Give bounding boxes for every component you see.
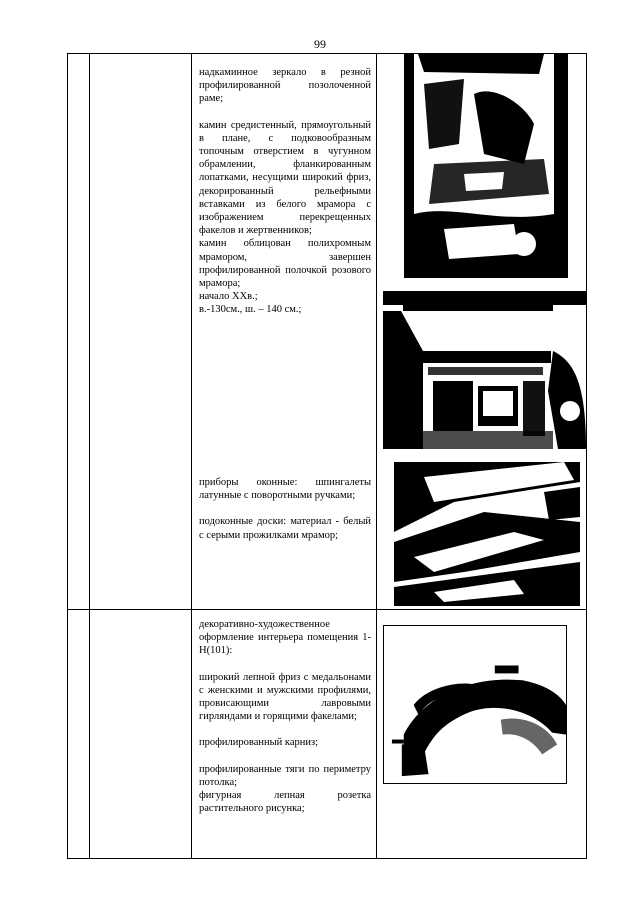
row2-paragraph: широкий лепной фриз с медальонами с женскими и мужскими профилями, провисающими лавровыми гирляндами и горящими факелами; (199, 671, 371, 723)
column-divider-1 (67, 53, 68, 859)
row-divider (67, 609, 587, 610)
table-border-bottom (67, 858, 587, 859)
column-divider-4 (376, 53, 377, 859)
column-divider-3 (191, 53, 192, 859)
window-photo (394, 462, 580, 606)
row1-paragraph: начало XXв.; (199, 291, 258, 303)
row1-paragraph: надкаминное зеркало в резной профилированной позолоченной раме; (199, 67, 371, 105)
row2-description (199, 618, 371, 815)
row1-paragraph: подоконные доски: материал - белый с серыми прожилками мрамор; (199, 516, 371, 541)
column-divider-5 (586, 53, 587, 859)
page-number: 99 (314, 37, 326, 51)
row1-paragraph: камин облицован полихромным мрамором, завершен профилированной полочкой розового мрамора; (199, 238, 371, 290)
column-divider-2 (89, 53, 90, 859)
row2-paragraph: декоративно-художественное оформление интерьера помещения 1-Н(101): (199, 619, 371, 657)
row1-description (199, 66, 371, 317)
row1-paragraph: приборы оконные: шпингалеты латунные с поворотными ручками; (199, 477, 371, 502)
fireplace-photo (383, 291, 586, 449)
mirror-photo (404, 54, 568, 278)
ceiling-frieze-photo (383, 625, 567, 784)
row1-paragraph: в.-130см., ш. – 140 см.; (199, 304, 302, 316)
row2-paragraph: фигурная лепная розетка растительного рисунка; (199, 790, 371, 815)
row2-paragraph: профилированные тяги по периметру потолка; (199, 763, 371, 788)
row2-paragraph: профилированный карниз; (199, 737, 319, 749)
row1-description-b (199, 476, 371, 542)
row1-paragraph: камин средистенный, прямоугольный в плане, с подковообразным топочным отверстием в чугунном обрамлении, фланкированным лопатками, несущими широкий фриз, декорированный рельефными вставками из белого мрамора с изображением перекрещенных факелов и жертвенников; (199, 119, 371, 237)
